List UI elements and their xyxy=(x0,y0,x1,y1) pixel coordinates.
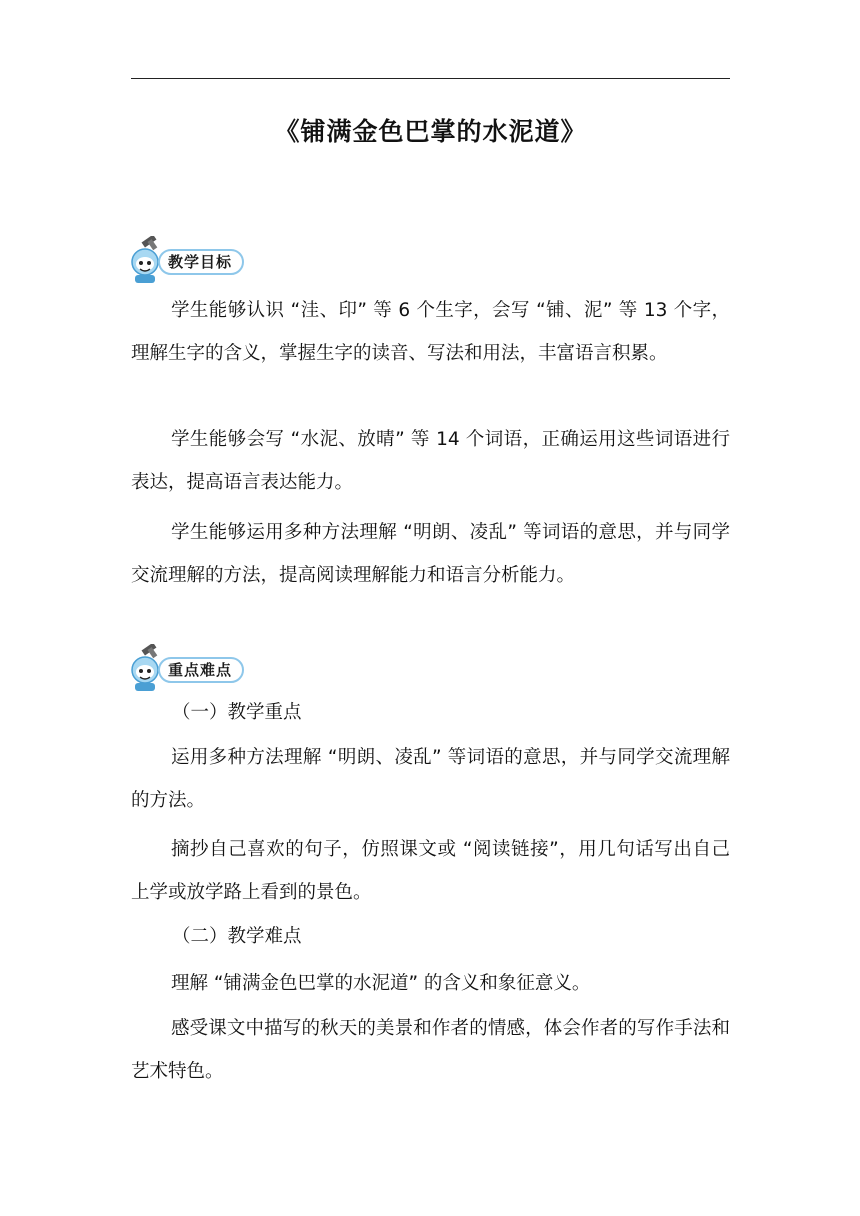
badge-label: 教学目标 xyxy=(168,253,233,271)
subheading-difficult: （二）教学难点 xyxy=(172,926,302,947)
subheading-key: （一）教学重点 xyxy=(172,702,302,723)
paragraph: 学生能够运用多种方法理解 “明朗、凌乱” 等词语的意思，并与同学交流理解的方法，提高阅读理解能力和语言分析能力。 xyxy=(131,522,730,586)
badge-label: 重点难点 xyxy=(168,661,233,679)
paragraph: 学生能够认识 “洼、印” 等 6 个生字，会写 “铺、泥” 等 13 个字，理解生字的含义，掌握生字的读音、写法和用法，丰富语言积累。 xyxy=(131,300,730,364)
paragraph: 感受课文中描写的秋天的美景和作者的情感，体会作者的写作手法和艺术特色。 xyxy=(131,1018,730,1082)
header-rule xyxy=(131,78,730,79)
paragraph: 理解 “铺满金色巴掌的水泥道” 的含义和象征意义。 xyxy=(171,973,591,994)
section-badge-key-points xyxy=(128,644,258,694)
paragraph: 学生能够会写 “水泥、放晴” 等 14 个词语，正确运用这些词语进行表达，提高语言表达能力。 xyxy=(131,429,730,493)
paragraph: 运用多种方法理解 “明朗、凌乱” 等词语的意思，并与同学交流理解的方法。 xyxy=(131,747,730,811)
paragraph: 摘抄自己喜欢的句子，仿照课文或 “阅读链接”，用几句话写出自己上学或放学路上看到的景色。 xyxy=(131,839,730,903)
document-title: 《铺满金色巴掌的水泥道》 xyxy=(274,117,587,146)
section-badge-objectives xyxy=(128,236,258,286)
